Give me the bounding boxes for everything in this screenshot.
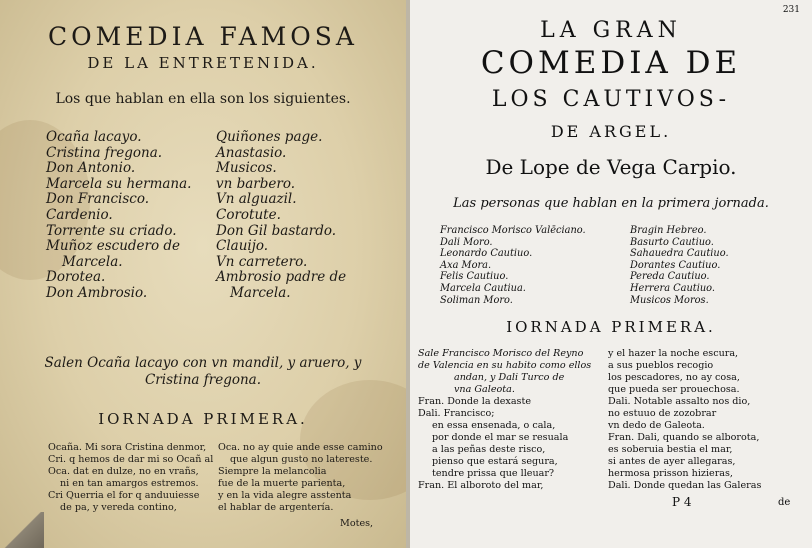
cast-entry: Sahauedra Cautiuo. [630, 248, 729, 260]
cast-entry: Cardenio. [46, 206, 113, 223]
cast-entry: Anastasio. [216, 144, 287, 161]
right-page [410, 0, 812, 548]
verse-column-1: Ocaña. Mi sora Cristina denmor, Cri. q hemos de dar mi so Ocañ al Oca. dat en dulze, no en vrañs, ni en tan amargos estremos. Cri Querria el for q anduuiesse de pa, y vereda contino, [48, 442, 214, 513]
cast-entry: Marcela. [62, 253, 123, 270]
cast-entry: Leonardo Cautiuo. [440, 248, 533, 260]
cast-entry: vn barbero. [216, 175, 296, 192]
cast-entry: Marcela Cautiua. [440, 282, 526, 294]
catchword: de [778, 497, 791, 508]
cast-entry: Vn carretero. [216, 253, 308, 270]
cast-entry: Don Ambrosio. [46, 284, 148, 301]
page-corner [0, 512, 44, 548]
dramatis-intro: Las personas que hablan en la primera jornada. [453, 196, 769, 211]
play-title-line-1: LA GRAN [540, 18, 682, 43]
cast-entry: Don Francisco. [46, 191, 150, 208]
cast-entry: Soliman Moro. [440, 294, 513, 306]
cast-list-1 [46, 130, 191, 302]
cast-entry: Muñoz escudero de [46, 238, 181, 255]
play-subtitle: DE LA ENTRETENIDA. [87, 54, 319, 72]
stage-direction: Salen Ocaña lacayo con vn mandil, y aruero, y Cristina fregona. [44, 355, 362, 388]
signature-mark: P 4 [672, 495, 692, 509]
cast-list-1 [440, 225, 586, 306]
cast-list-2 [216, 130, 346, 302]
cast-entry: Herrera Cautiuo. [630, 282, 716, 294]
verse-column-2: y el hazer la noche escura, a sus pueblos recogio los pescadores, no ay cosa, que pueda ser prouechosa. Dali. Notable assalto nos dio, no estuuo de zozobrar vn dedo de Galeota. Fran. Dali, quando se alborota, es soberuia bestia el mar, si antes de ayer allegaras, hermosa prisson hizieras, Dali. Donde quedan las Galeras [608, 348, 762, 491]
cast-entry: Don Gil bastardo. [216, 222, 337, 239]
page-number: 231 [782, 5, 800, 15]
cast-entry: Marcela su hermana. [46, 175, 192, 192]
play-title-line-4: DE ARGEL. [550, 122, 672, 141]
cast-entry: Dorotea. [46, 269, 106, 286]
cast-list-2 [630, 225, 729, 306]
cast-entry: Musicos. [216, 160, 277, 177]
verse-column-1: Fran. Donde la dexaste Dali. Francisco; en essa ensenada, o cala, por donde el mar se resuala a las peñas deste risco, pienso que estará segura, tendre prissa que lleuar? Fran. El alboroto del mar, [418, 396, 569, 491]
cast-entry: Corotute. [216, 206, 281, 223]
play-title: COMEDIA FAMOSA [48, 22, 358, 51]
cast-entry: Don Antonio. [46, 160, 136, 177]
play-title-line-2: COMEDIA DE [480, 45, 742, 81]
cast-entry: Marcela. [230, 284, 291, 301]
cast-entry: Pereda Cautiuo. [630, 271, 710, 283]
cast-entry: Francisco Morisco Valēciano. [440, 225, 586, 236]
stage-direction: Sale Francisco Morisco del Reyno de Valencia en su habito como ellos andan, y Dali Turco de vna Galeota. [418, 348, 592, 395]
cast-entry: Basurto Cautiuo. [630, 236, 714, 248]
cast-entry: Clauijo. [216, 238, 269, 255]
dramatis-intro: Los que hablan en ella son los siguientes. [55, 91, 351, 107]
cast-entry: Ambrosio padre de [216, 269, 347, 286]
cast-entry: Bragin Hebreo. [630, 225, 707, 236]
play-title-line-3: LOS CAUTIVOS- [491, 87, 731, 112]
cast-entry: Axa Mora. [440, 259, 492, 271]
cast-entry: Ocaña lacayo. [46, 129, 142, 145]
cast-entry: Torrente su criado. [46, 222, 177, 239]
cast-entry: Musicos Moros. [630, 294, 709, 306]
cast-entry: Dali Moro. [440, 236, 493, 248]
cast-entry: Felis Cautiuo. [440, 271, 509, 283]
cast-entry: Cristina fregona. [46, 144, 163, 161]
author-line: De Lope de Vega Carpio. [485, 155, 737, 179]
act-heading: IORNADA PRIMERA. [506, 318, 716, 336]
catchword: Motes, [340, 518, 374, 529]
verse-column-2: Oca. no ay quie ande esse camino que algun gusto no latereste. Siempre la melancolia fue de la muerte parienta, y en la vida alegre asstenta el hablar de argentería. [218, 442, 383, 513]
act-heading: IORNADA PRIMERA. [98, 410, 308, 428]
cast-entry: Quiñones page. [216, 129, 323, 145]
cast-entry: Dorantes Cautiuo. [630, 259, 721, 271]
cast-entry: Vn alguazil. [216, 191, 297, 208]
